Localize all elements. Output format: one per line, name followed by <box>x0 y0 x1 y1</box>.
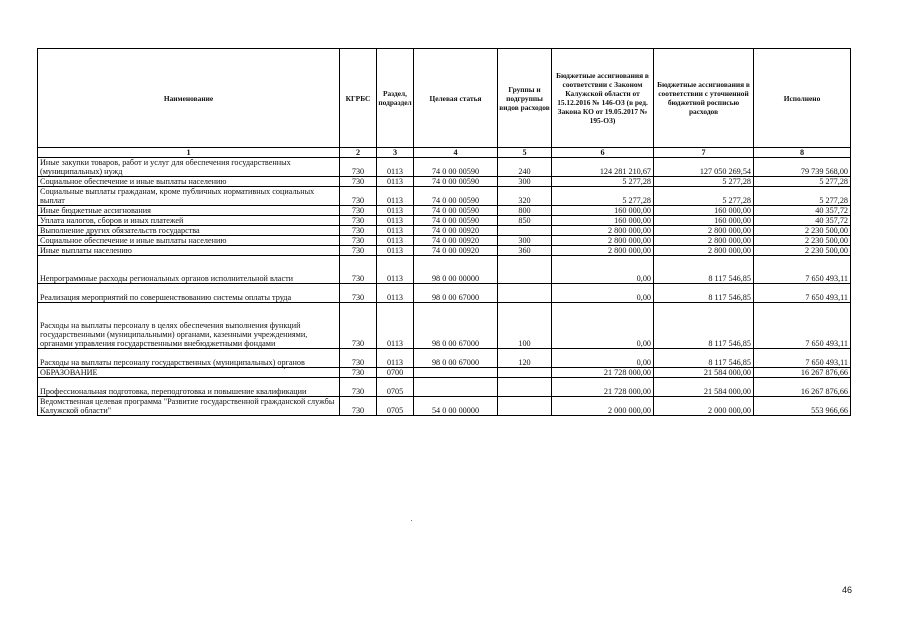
row-expense-type: 850 <box>498 216 552 226</box>
row-kgrbs: 730 <box>340 177 377 187</box>
row-executed-amount: 2 230 500,00 <box>754 246 851 256</box>
row-expense-type <box>498 256 552 284</box>
column-number: 2 <box>340 148 377 158</box>
row-kgrbs: 730 <box>340 349 377 368</box>
header-section: Раздел, подраздел <box>377 49 414 148</box>
row-section: 0700 <box>377 368 414 378</box>
row-refined-amount: 8 117 546,85 <box>654 303 754 349</box>
row-law-amount: 5 277,28 <box>552 187 654 206</box>
row-kgrbs: 730 <box>340 303 377 349</box>
row-target-article <box>414 368 498 378</box>
table-row <box>38 246 851 256</box>
row-section: 0113 <box>377 177 414 187</box>
row-executed-amount: 16 267 876,66 <box>754 368 851 378</box>
row-executed-amount: 40 357,72 <box>754 216 851 226</box>
row-law-amount: 0,00 <box>552 349 654 368</box>
row-refined-amount: 2 800 000,00 <box>654 246 754 256</box>
row-law-amount: 21 728 000,00 <box>552 378 654 397</box>
row-refined-amount: 160 000,00 <box>654 216 754 226</box>
row-name: Иные бюджетные ассигнования <box>38 206 340 216</box>
row-target-article: 98 0 00 00000 <box>414 256 498 284</box>
row-section: 0113 <box>377 303 414 349</box>
row-executed-amount: 2 230 500,00 <box>754 236 851 246</box>
table-row <box>38 216 851 226</box>
column-number: 4 <box>414 148 498 158</box>
row-executed-amount: 5 277,28 <box>754 177 851 187</box>
row-refined-amount: 8 117 546,85 <box>654 349 754 368</box>
row-expense-type: 300 <box>498 236 552 246</box>
row-executed-amount: 40 357,72 <box>754 206 851 216</box>
row-law-amount: 2 800 000,00 <box>552 226 654 236</box>
table-row <box>38 158 851 177</box>
row-name: Ведомственная целевая программа "Развитие государственной гражданской службы Калужской области" <box>38 397 340 416</box>
row-law-amount: 21 728 000,00 <box>552 368 654 378</box>
row-name: ОБРАЗОВАНИЕ <box>38 368 340 378</box>
row-name: Выполнение других обязательств государства <box>38 226 340 236</box>
table-row <box>38 397 851 416</box>
row-refined-amount: 2 800 000,00 <box>654 226 754 236</box>
row-kgrbs: 730 <box>340 236 377 246</box>
row-section: 0113 <box>377 206 414 216</box>
row-section: 0705 <box>377 397 414 416</box>
row-expense-type: 240 <box>498 158 552 177</box>
row-target-article: 98 0 00 67000 <box>414 303 498 349</box>
column-number: 5 <box>498 148 552 158</box>
table-row <box>38 187 851 206</box>
header-executed: Исполнено <box>754 49 851 148</box>
row-expense-type <box>498 368 552 378</box>
row-refined-amount: 5 277,28 <box>654 177 754 187</box>
header-law-appropriations: Бюджетные ассигнования в соответствии с Законом Калужской области от 15.12.2016 № 146-ОЗ (в ред. Закона КО от 19.05.2017 № 195-ОЗ) <box>552 49 654 148</box>
row-law-amount: 2 800 000,00 <box>552 246 654 256</box>
row-kgrbs: 730 <box>340 187 377 206</box>
row-refined-amount: 2 000 000,00 <box>654 397 754 416</box>
scan-speck <box>411 520 412 521</box>
row-law-amount: 160 000,00 <box>552 206 654 216</box>
column-number-row <box>38 148 851 158</box>
row-law-amount: 0,00 <box>552 303 654 349</box>
header-kgrbs: КГРБС <box>340 49 377 148</box>
row-refined-amount: 21 584 000,00 <box>654 378 754 397</box>
row-executed-amount: 7 650 493,11 <box>754 349 851 368</box>
row-executed-amount: 553 966,66 <box>754 397 851 416</box>
header-target-article: Целевая статья <box>414 49 498 148</box>
row-law-amount: 0,00 <box>552 284 654 303</box>
row-target-article: 74 0 00 00590 <box>414 177 498 187</box>
row-section: 0113 <box>377 256 414 284</box>
row-target-article: 98 0 00 67000 <box>414 284 498 303</box>
row-name: Уплата налогов, сборов и иных платежей <box>38 216 340 226</box>
row-executed-amount: 7 650 493,11 <box>754 303 851 349</box>
row-section: 0113 <box>377 284 414 303</box>
row-target-article: 74 0 00 00590 <box>414 206 498 216</box>
page-number: 46 <box>842 585 853 595</box>
budget-execution-table <box>37 48 851 416</box>
row-kgrbs: 730 <box>340 226 377 236</box>
row-refined-amount: 8 117 546,85 <box>654 256 754 284</box>
row-expense-type: 300 <box>498 177 552 187</box>
row-kgrbs: 730 <box>340 368 377 378</box>
row-expense-type <box>498 226 552 236</box>
row-target-article: 74 0 00 00590 <box>414 187 498 206</box>
row-executed-amount: 7 650 493,11 <box>754 256 851 284</box>
scan-speck <box>284 368 285 369</box>
row-name: Иные закупки товаров, работ и услуг для обеспечения государственных (муниципальных) нужд <box>38 158 340 177</box>
header-expense-type: Группы и подгруппы видов расходов <box>498 49 552 148</box>
row-name: Социальные выплаты гражданам, кроме публичных нормативных социальных выплат <box>38 187 340 206</box>
row-target-article: 74 0 00 00590 <box>414 216 498 226</box>
row-refined-amount: 2 800 000,00 <box>654 236 754 246</box>
row-refined-amount: 127 050 269,54 <box>654 158 754 177</box>
row-name: Непрограммные расходы региональных органов исполнительной власти <box>38 256 340 284</box>
row-kgrbs: 730 <box>340 256 377 284</box>
row-target-article: 74 0 00 00590 <box>414 158 498 177</box>
column-number: 3 <box>377 148 414 158</box>
row-target-article: 74 0 00 00920 <box>414 236 498 246</box>
header-name: Наименование <box>38 49 340 148</box>
row-kgrbs: 730 <box>340 216 377 226</box>
row-expense-type <box>498 284 552 303</box>
table-row <box>38 177 851 187</box>
column-number: 6 <box>552 148 654 158</box>
row-section: 0113 <box>377 349 414 368</box>
row-law-amount: 2 800 000,00 <box>552 236 654 246</box>
row-law-amount: 5 277,28 <box>552 177 654 187</box>
row-law-amount: 2 000 000,00 <box>552 397 654 416</box>
row-expense-type <box>498 397 552 416</box>
column-number: 8 <box>754 148 851 158</box>
row-section: 0113 <box>377 226 414 236</box>
row-expense-type: 120 <box>498 349 552 368</box>
row-section: 0113 <box>377 187 414 206</box>
row-name: Иные выплаты населению <box>38 246 340 256</box>
row-refined-amount: 160 000,00 <box>654 206 754 216</box>
row-expense-type: 800 <box>498 206 552 216</box>
row-section: 0113 <box>377 246 414 256</box>
row-kgrbs: 730 <box>340 158 377 177</box>
row-executed-amount: 2 230 500,00 <box>754 226 851 236</box>
row-name: Социальное обеспечение и иные выплаты населению <box>38 236 340 246</box>
table-row <box>38 236 851 246</box>
row-name: Профессиональная подготовка, переподготовка и повышение квалификации <box>38 378 340 397</box>
table-row <box>38 256 851 284</box>
table-row <box>38 349 851 368</box>
row-refined-amount: 21 584 000,00 <box>654 368 754 378</box>
column-number: 1 <box>38 148 340 158</box>
header-refined-appropriations: Бюджетные ассигнования в соответствии с уточненной бюджетной росписью расходов <box>654 49 754 148</box>
row-expense-type: 360 <box>498 246 552 256</box>
table-row <box>38 303 851 349</box>
row-kgrbs: 730 <box>340 378 377 397</box>
row-kgrbs: 730 <box>340 206 377 216</box>
row-section: 0113 <box>377 236 414 246</box>
row-name: Расходы на выплаты персоналу в целях обеспечения выполнения функций государственными (муниципальными) органами, казенными учреждениями, органами управления государственными внебюджетными фондами <box>38 303 340 349</box>
table-row <box>38 284 851 303</box>
row-executed-amount: 79 739 568,00 <box>754 158 851 177</box>
row-expense-type <box>498 378 552 397</box>
table-row <box>38 368 851 378</box>
row-section: 0113 <box>377 216 414 226</box>
row-law-amount: 160 000,00 <box>552 216 654 226</box>
row-name: Социальное обеспечение и иные выплаты населению <box>38 177 340 187</box>
row-law-amount: 124 281 210,67 <box>552 158 654 177</box>
row-target-article: 98 0 00 67000 <box>414 349 498 368</box>
row-executed-amount: 5 277,28 <box>754 187 851 206</box>
table-row <box>38 206 851 216</box>
row-refined-amount: 8 117 546,85 <box>654 284 754 303</box>
table-row <box>38 226 851 236</box>
row-name: Реализация мероприятий по совершенствованию системы оплаты труда <box>38 284 340 303</box>
row-target-article: 74 0 00 00920 <box>414 246 498 256</box>
row-refined-amount: 5 277,28 <box>654 187 754 206</box>
row-executed-amount: 7 650 493,11 <box>754 284 851 303</box>
row-law-amount: 0,00 <box>552 256 654 284</box>
row-expense-type: 100 <box>498 303 552 349</box>
row-target-article: 74 0 00 00920 <box>414 226 498 236</box>
row-target-article <box>414 378 498 397</box>
row-section: 0113 <box>377 158 414 177</box>
row-section: 0705 <box>377 378 414 397</box>
header-row <box>38 49 851 148</box>
row-expense-type: 320 <box>498 187 552 206</box>
row-kgrbs: 730 <box>340 397 377 416</box>
row-kgrbs: 730 <box>340 284 377 303</box>
column-number: 7 <box>654 148 754 158</box>
row-kgrbs: 730 <box>340 246 377 256</box>
row-target-article: 54 0 00 00000 <box>414 397 498 416</box>
row-executed-amount: 16 267 876,66 <box>754 378 851 397</box>
row-name: Расходы на выплаты персоналу государственных (муниципальных) органов <box>38 349 340 368</box>
table-row <box>38 378 851 397</box>
